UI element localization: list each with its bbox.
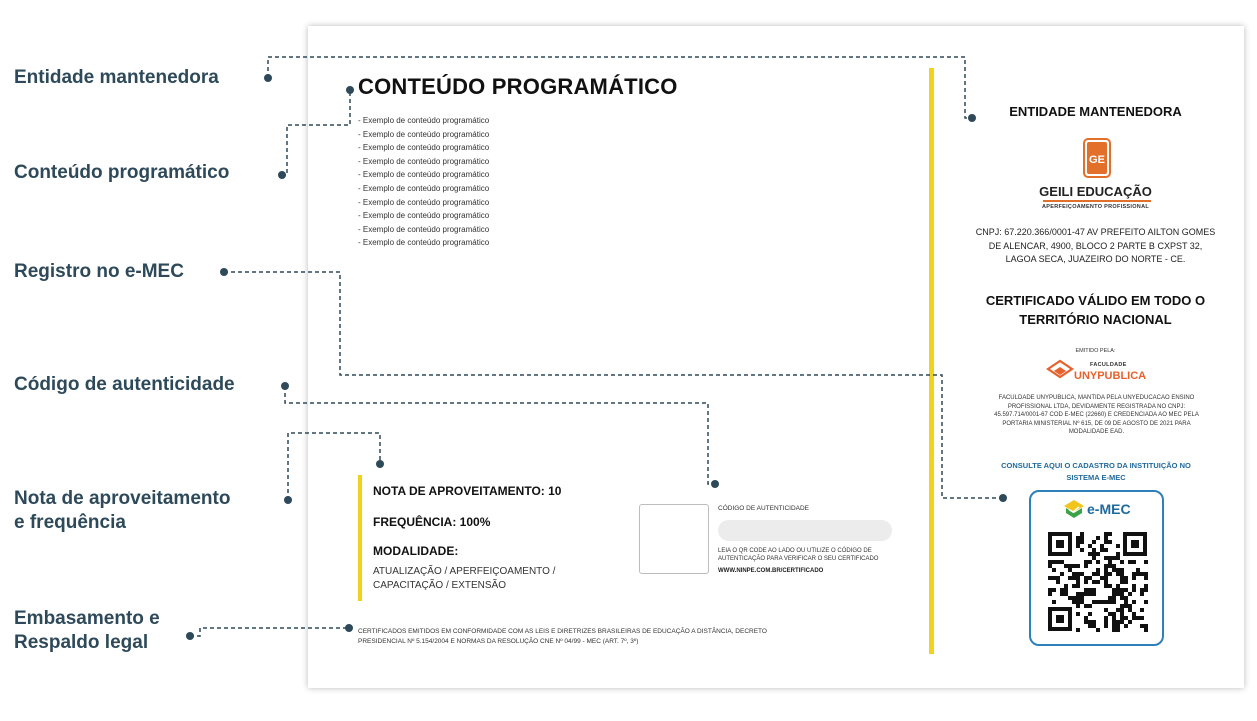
- program-item: - Exemplo de conteúdo programático: [358, 143, 490, 153]
- certificate-page: [308, 26, 1244, 688]
- program-item: - Exemplo de conteúdo programático: [358, 197, 490, 207]
- emitido-label: EMITIDO PELA:: [1075, 348, 1116, 354]
- callout-embasamento-legal: [14, 607, 160, 655]
- geili-logo-icon: [1083, 138, 1111, 178]
- emec-consult-text: CONSULTE AQUI O CADASTRO DA INSTITUIÇÃO NO SISTEMA E-MEC: [1001, 461, 1191, 482]
- callout-nota-frequencia: [14, 487, 230, 535]
- entity-address: CNPJ: 67.220.366/0001-47 AV PREFEITO AILTON GOMES DE ALENCAR, 4900, BLOCO 2 PARTE B CXPST 32, LAGOA SECA, JUAZEIRO DO NORTE - CE.: [975, 227, 1216, 264]
- callout-codigo-autenticidade: Código de autenticidade: [14, 374, 235, 395]
- unypublica-name: UNYPUBLICA: [1074, 370, 1147, 382]
- callout-nota-line2: e frequência: [14, 512, 126, 533]
- program-list: [358, 114, 489, 250]
- entity-name-underline: [1043, 200, 1151, 202]
- unypublica-text: FACULDADE UNYPUBLICA, MANTIDA PELA UNYEDUCACAO ENSINO PROFISSIONAL LTDA, DEVIDAMENTE REGISTRADA NO CNPJ: 45.597.714/0001-67 COD E-MEC (22660) E CREDENCIADA AO MEC PELA PORTARIA MINISTERIAL Nº 615, DE 09 DE AGOSTO DE 2021 PARA MODALIDADE EAD.: [994, 395, 1199, 435]
- unypublica-faculdade: FACULDADE: [1090, 362, 1127, 368]
- callout-embasamento-line2: Respaldo legal: [14, 632, 149, 653]
- modalidade-label: MODALIDADE:: [373, 544, 459, 558]
- emec-card[interactable]: [1029, 490, 1164, 646]
- callout-nota-line1: Nota de aproveitamento: [14, 488, 231, 509]
- legal-text: CERTIFICADOS EMITIDOS EM CONFORMIDADE COM AS LEIS E DIRETRIZES BRASILEIRAS DE EDUCAÇÃO A DISTÂNCIA, DECRETO PRESIDENCIAL Nº 5.154/2004 E NORMAS DA RESOLUÇÃO CNE Nº 04/99 - MEC (ART. 7º, 3º): [358, 628, 767, 645]
- auth-url: WWW.NINPE.COM.BR/CERTIFICADO: [718, 568, 824, 574]
- emec-label: e-MEC: [1087, 501, 1131, 517]
- program-item: - Exemplo de conteúdo programático: [358, 224, 490, 234]
- program-item: - Exemplo de conteúdo programático: [358, 183, 490, 193]
- callout-conteudo-programatico: Conteúdo programático: [14, 162, 230, 183]
- program-item: - Exemplo de conteúdo programático: [358, 170, 490, 180]
- emec-qr-code[interactable]: [1046, 530, 1149, 633]
- yellow-divider-bar: [929, 68, 934, 654]
- program-item: - Exemplo de conteúdo programático: [358, 156, 490, 166]
- validity-text: CERTIFICADO VÁLIDO EM TODO O TERRITÓRIO NACIONAL: [985, 293, 1206, 327]
- yellow-accent-bar: [358, 475, 362, 601]
- program-item: - Exemplo de conteúdo programático: [358, 129, 490, 139]
- program-item: - Exemplo de conteúdo programático: [358, 238, 490, 248]
- entity-name: GEILI EDUCAÇÃO: [1039, 184, 1152, 199]
- entity-title: ENTIDADE MANTENEDORA: [1009, 104, 1182, 119]
- program-title: CONTEÚDO PROGRAMÁTICO: [358, 74, 678, 99]
- emec-logo-icon: [1063, 498, 1085, 520]
- geili-logo-letters: GE: [1089, 154, 1105, 166]
- entity-subtitle: APERFEIÇOAMENTO PROFISSIONAL: [1042, 204, 1149, 210]
- callout-embasamento-line1: Embasamento e: [14, 608, 160, 629]
- program-item: - Exemplo de conteúdo programático: [358, 211, 490, 221]
- auth-code-field: [718, 520, 892, 541]
- modalidade-value: ATUALIZAÇÃO / APERFEIÇOAMENTO / CAPACITAÇÃO / EXTENSÃO: [373, 566, 556, 591]
- auth-qr-placeholder: [639, 504, 709, 574]
- frequencia: FREQUÊNCIA: 100%: [373, 515, 491, 529]
- auth-code-label: CÓDIGO DE AUTENTICIDADE: [718, 505, 810, 512]
- callout-entidade-mantenedora: Entidade mantenedora: [14, 67, 219, 88]
- auth-help-text: LEIA O QR CODE AO LADO OU UTILIZE O CÓDIGO DE AUTENTICAÇÃO PARA VERIFICAR O SEU CERTIFICADO: [718, 548, 879, 562]
- callout-registro-emec: Registro no e-MEC: [14, 261, 184, 282]
- program-item: - Exemplo de conteúdo programático: [358, 116, 490, 125]
- nota-aproveitamento: NOTA DE APROVEITAMENTO: 10: [373, 484, 562, 498]
